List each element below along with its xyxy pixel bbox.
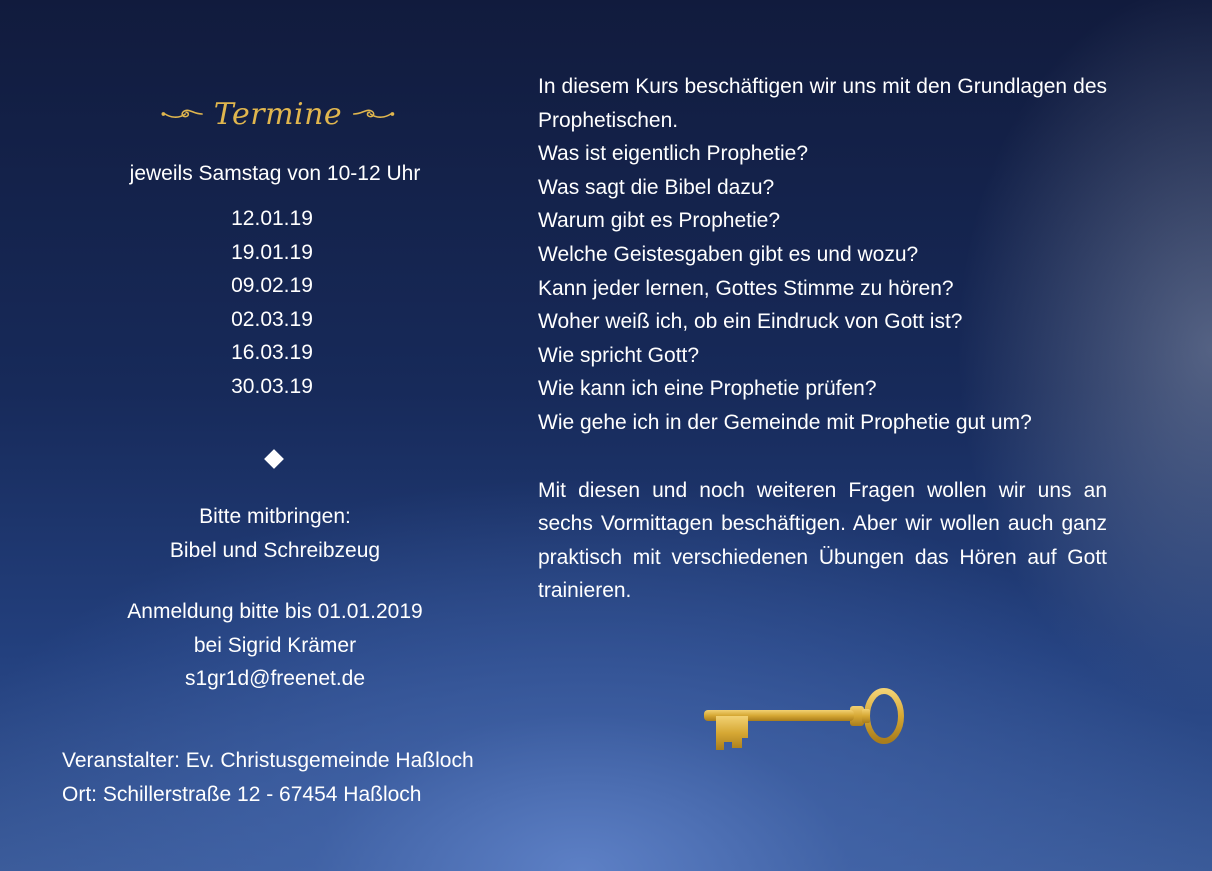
- signup-contact: bei Sigrid Krämer: [193, 633, 357, 657]
- date-item: 12.01.19: [231, 207, 313, 230]
- question-item: Woher weiß ich, ob ein Eindruck von Gott ist?: [538, 310, 963, 334]
- date-item: 30.03.19: [231, 374, 313, 398]
- termine-title: Termine: [213, 96, 343, 132]
- question-item: Welche Geistesgaben gibt es und wozu?: [538, 242, 919, 266]
- flourish-left-icon: [160, 104, 204, 124]
- date-item: 16.03.19: [231, 341, 313, 364]
- diamond-icon: [264, 449, 284, 469]
- course-description: [538, 70, 1107, 608]
- date-list: [60, 202, 490, 403]
- question-item: Warum gibt es Prophetie?: [538, 209, 781, 233]
- intro-paragraph: In diesem Kurs beschäftigen wir uns mit den Grundlagen des Prophetischen.: [538, 75, 1107, 132]
- question-item: Wie kann ich eine Prophetie prüfen?: [538, 377, 877, 401]
- date-item: 09.02.19: [231, 274, 313, 297]
- key-icon: [702, 686, 904, 754]
- date-item: 02.03.19: [231, 307, 313, 331]
- flourish-right-icon: [352, 104, 396, 124]
- signup-section: [60, 595, 490, 696]
- question-list: [538, 137, 1107, 439]
- organizer-section: [62, 744, 474, 812]
- bring-heading: Bitte mitbringen:: [199, 505, 351, 528]
- spacer: [538, 440, 1107, 474]
- signup-email[interactable]: s1gr1d@freenet.de: [184, 667, 366, 690]
- question-item: Was sagt die Bibel dazu?: [538, 175, 775, 199]
- schedule-subtitle: jeweils Samstag von 10-12 Uhr: [129, 162, 421, 185]
- signup-deadline: Anmeldung bitte bis 01.01.2019: [127, 600, 423, 623]
- closing-paragraph: Mit diesen und noch weiteren Fragen wollen wir uns an sechs Vormittagen beschäftigen. Aber wir wollen auch ganz praktisch mit verschiedenen Übungen das Hören auf Gott trainieren.: [538, 478, 1107, 603]
- question-item: Was ist eigentlich Prophetie?: [538, 142, 809, 166]
- question-item: Wie spricht Gott?: [538, 343, 700, 367]
- date-item: 19.01.19: [231, 240, 313, 264]
- question-item: Wie gehe ich in der Gemeinde mit Prophetie gut um?: [538, 410, 1032, 434]
- bring-items: Bibel und Schreibzeug: [169, 538, 381, 562]
- organizer-host: Veranstalter: Ev. Christusgemeinde Haßloch: [62, 749, 474, 772]
- termine-heading: [160, 88, 396, 140]
- organizer-place: Ort: Schillerstraße 12 - 67454 Haßloch: [62, 783, 422, 806]
- bring-section: [60, 500, 490, 567]
- question-item: Kann jeder lernen, Gottes Stimme zu hören?: [538, 276, 954, 300]
